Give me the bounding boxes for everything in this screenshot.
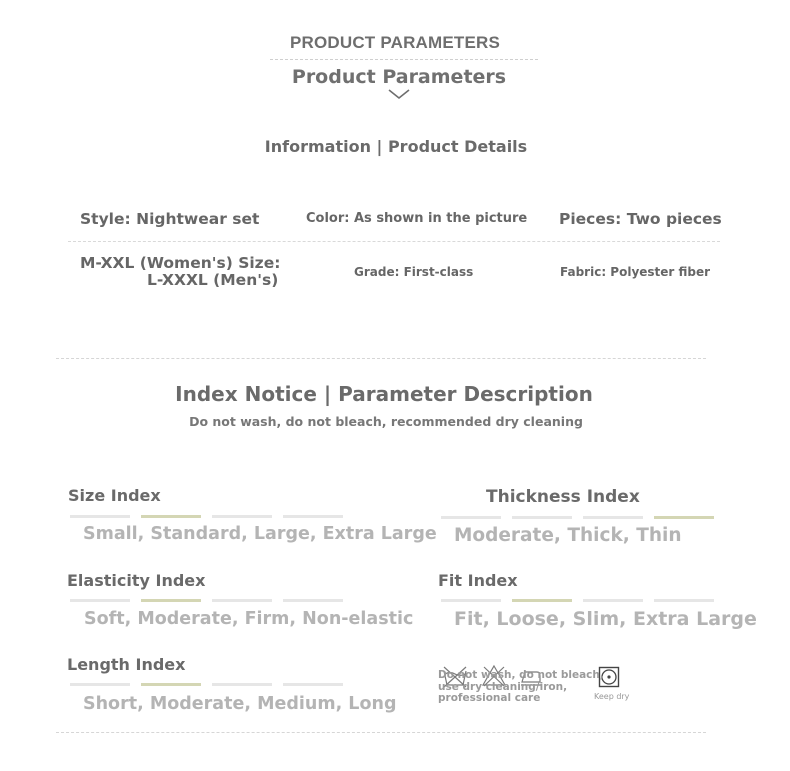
size-value-line1: M-XXL (Women's) Size: bbox=[80, 254, 281, 272]
keep-dry-label: Keep dry bbox=[594, 692, 630, 701]
fit-index-title: Fit Index bbox=[438, 571, 518, 590]
thickness-index-bar-active bbox=[654, 516, 714, 519]
length-index-options: Short, Moderate, Medium, Long bbox=[83, 694, 397, 714]
fit-index-bar-active bbox=[512, 599, 572, 602]
row-divider bbox=[68, 241, 720, 242]
thickness-index-options: Moderate, Thick, Thin bbox=[454, 525, 682, 546]
size-index-title: Size Index bbox=[68, 486, 161, 505]
index-subheading: Do not wash, do not bleach, recommended dry cleaning bbox=[189, 414, 583, 429]
fit-index-bar bbox=[654, 599, 714, 602]
chevron-down-icon bbox=[388, 88, 410, 100]
thickness-index-bar bbox=[583, 516, 643, 519]
fit-index-bar bbox=[583, 599, 643, 602]
size-index-options: Small, Standard, Large, Extra Large bbox=[83, 524, 437, 544]
style-value: Style: Nightwear set bbox=[80, 210, 260, 228]
care-text-line1: Do not wash, do not bleach, bbox=[438, 669, 604, 681]
fit-index-options: Fit, Loose, Slim, Extra Large bbox=[454, 608, 757, 630]
size-index-bar bbox=[212, 515, 272, 518]
size-index-bar bbox=[283, 515, 343, 518]
index-heading: Index Notice | Parameter Description bbox=[175, 382, 593, 406]
care-instructions bbox=[438, 670, 604, 705]
fit-index-bar bbox=[441, 599, 501, 602]
length-index-title: Length Index bbox=[67, 655, 186, 674]
thickness-index-title: Thickness Index bbox=[486, 487, 640, 507]
elasticity-index-bar-active bbox=[141, 599, 201, 602]
size-index-bar-active bbox=[141, 515, 201, 518]
pieces-value: Pieces: Two pieces bbox=[559, 210, 722, 228]
elasticity-index-bar bbox=[283, 599, 343, 602]
length-index-bar bbox=[283, 683, 343, 686]
thickness-index-bar bbox=[441, 516, 501, 519]
care-text-line3: professional care bbox=[438, 692, 541, 704]
title-english: PRODUCT PARAMETERS bbox=[289, 33, 501, 52]
length-index-bar-active bbox=[141, 683, 201, 686]
grade-value: Grade: First-class bbox=[354, 265, 474, 279]
size-index-bar bbox=[70, 515, 130, 518]
care-text-line2: use dry cleaning/iron, bbox=[438, 680, 568, 693]
elasticity-index-options: Soft, Moderate, Firm, Non-elastic bbox=[84, 609, 414, 629]
length-index-bar bbox=[70, 683, 130, 686]
section-divider bbox=[56, 358, 706, 359]
color-value: Color: As shown in the picture bbox=[306, 211, 528, 226]
length-index-bar bbox=[212, 683, 272, 686]
elasticity-index-bar bbox=[212, 599, 272, 602]
fabric-value: Fabric: Polyester fiber bbox=[560, 265, 711, 279]
elasticity-index-bar bbox=[70, 599, 130, 602]
title-divider bbox=[270, 59, 538, 60]
bottom-divider bbox=[56, 732, 706, 733]
size-value-line2: L-XXXL (Men's) bbox=[147, 271, 279, 289]
info-heading: Information | Product Details bbox=[264, 137, 528, 156]
page-title: Product Parameters bbox=[291, 66, 507, 88]
thickness-index-bar bbox=[512, 516, 572, 519]
elasticity-index-title: Elasticity Index bbox=[67, 571, 206, 590]
